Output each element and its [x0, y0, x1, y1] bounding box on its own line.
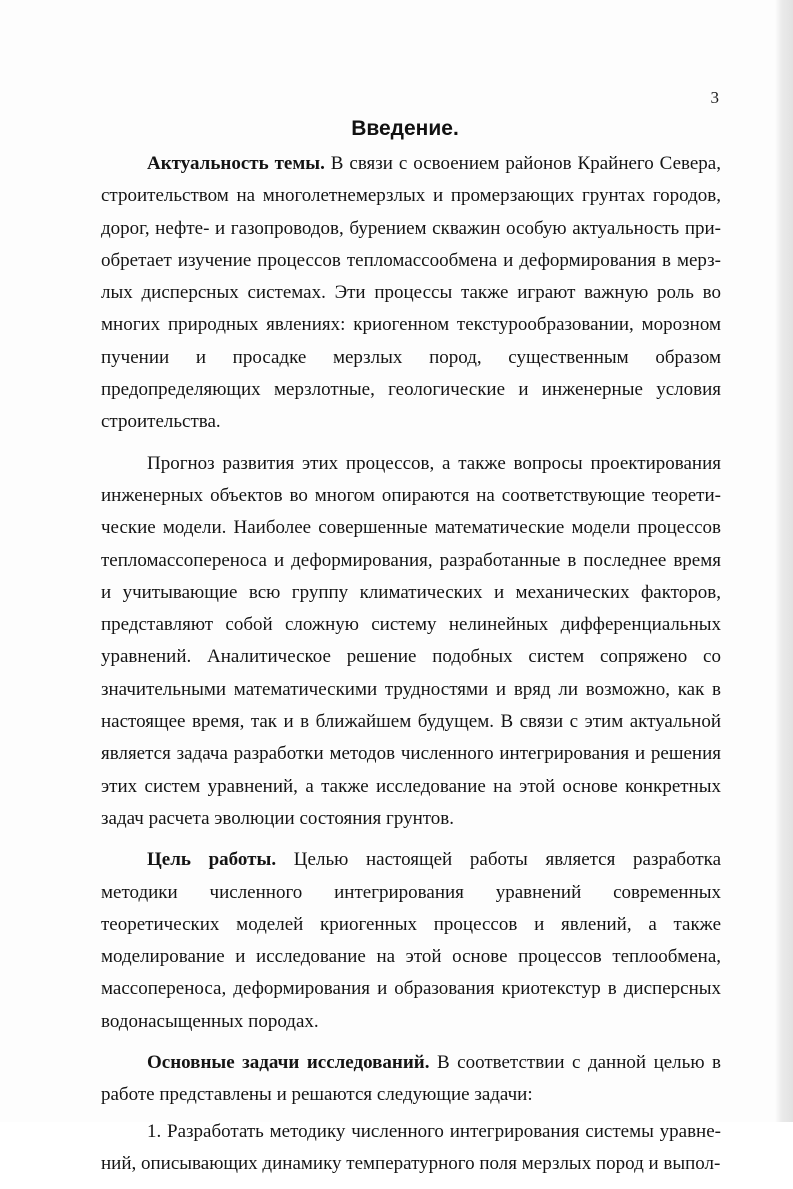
paragraph-forecast: Прогноз развития этих процессов, а также вопросы проектирования инженерных объектов во многом опираются на соответствующие теоретические модели. Наиболее совершенные математические модели процессов тепломассопереноса и деформирования, разработанные в последнее время и учитывающие всю группу климатических и механических факторов, представляют собой сложную систему нелинейных дифференциальных уравнений. Аналитическое решение подобных систем сопряжено со значительными математическими трудностями и вряд ли возможно, как в настоящее время, так и в ближайшем будущем. В связи с этим актуальной является задача разработки методов численного интегрирования и решения этих систем уравнений, а также исследование на этой основе конкретных задач расчета эволюции состояния грунтов.: [101, 452, 721, 829]
page-title: Введение.: [351, 117, 459, 140]
paragraph-relevance: [101, 148, 721, 439]
paragraph-tasks: [101, 1047, 721, 1112]
relevance-text: В связи с освоением районов Крайнего Севера, строительством на многолетнемерзлых и промерзающих грунтах городов, дорог, нефте- и газопроводов, бурением скважин особую актуальность приобретает изучение процессов тепломассообмена и деформирования в мерзлых дисперсных системах. Эти процессы также играют важную роль во многих природных явлениях: криогенном текстурообразовании, морозном пучении и просадке мерзлых пород, существенным образом предопределяющих мерзлотные, геологические и инженерные условия строительства.: [101, 153, 721, 433]
list-item-task-1: 1. Разработать методику численного интегрирования системы уравнений, описывающих динамику температурного поля мерзлых пород и выпол-: [101, 1120, 721, 1174]
tasks-heading: Основные задачи исследований.: [147, 1052, 430, 1074]
scan-edge-shadow: [775, 0, 793, 1122]
paragraph-goal: [101, 844, 721, 1038]
goal-heading: Цель работы.: [147, 849, 277, 871]
goal-text: Целью настоящей работы является разработка методики численного интегрирования уравнений современных теоретических моделей криогенных процессов и явлений, а также моделирование и исследование на этой основе процессов теплообмена, массопереноса, деформирования и образования криотекстур в дисперсных водонасыщенных породах.: [101, 849, 721, 1032]
relevance-heading: Актуальность темы.: [147, 153, 325, 174]
page-number: 3: [710, 88, 719, 107]
tasks-text: В соответствии с данной целью в работе представлены и решаются следующие задачи:: [101, 1052, 721, 1106]
document-body: [101, 148, 721, 1189]
